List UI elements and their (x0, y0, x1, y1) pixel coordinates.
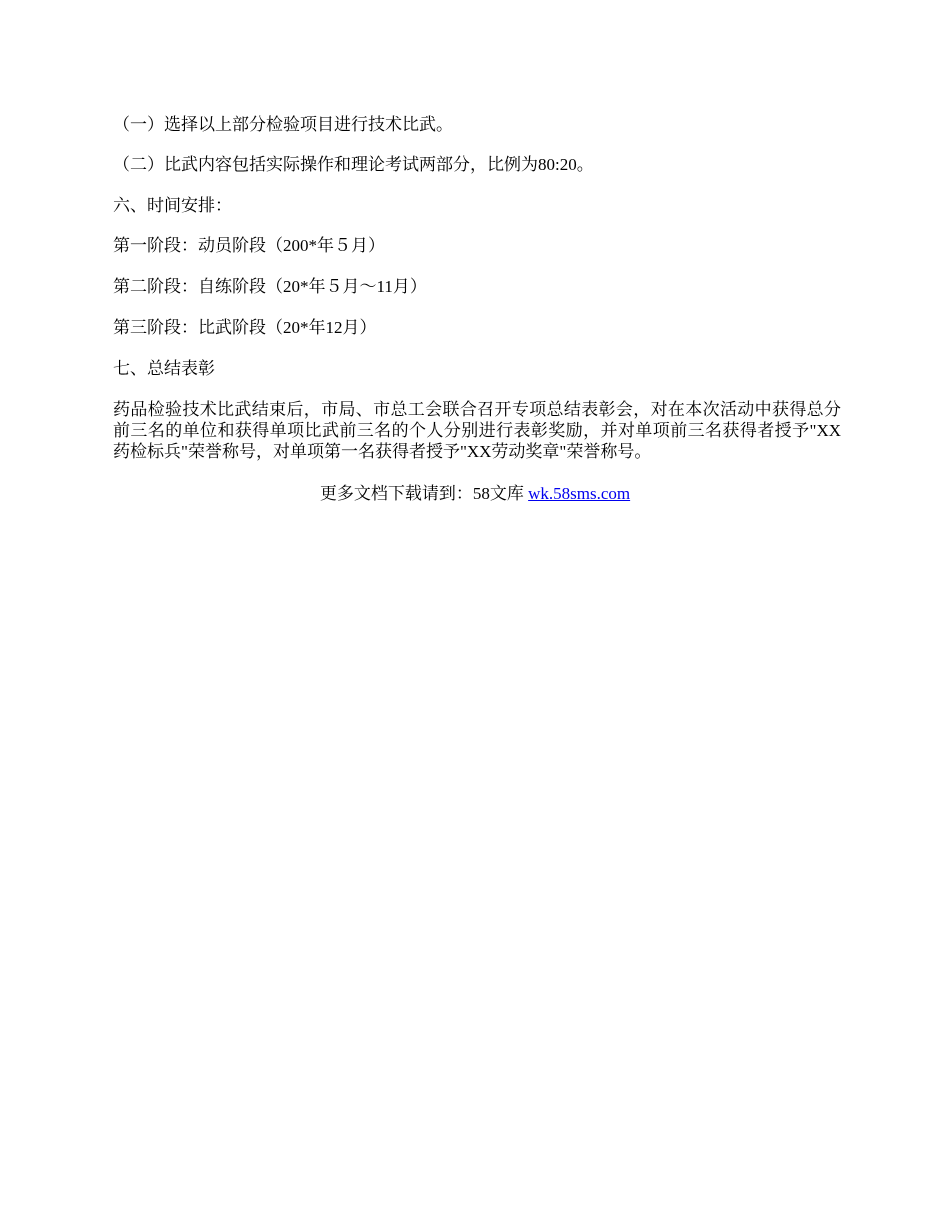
heading-summary: 七、总结表彰 (113, 359, 215, 378)
schedule-stage-1: 第一阶段：动员阶段（200*年５月） (113, 236, 385, 255)
schedule-stage-2: 第二阶段：自练阶段（20*年５月～11月） (113, 277, 427, 296)
footer (0, 484, 950, 504)
summary-paragraph: 药品检验技术比武结束后，市局、市总工会联合召开专项总结表彰会，对在本次活动中获得总分前三名的单位和获得单项比武前三名的个人分别进行表彰奖励，并对单项前三名获得者授予"XX药检标兵"荣誉称号，对单项第一名获得者授予"XX劳动奖章"荣誉称号。 (113, 400, 841, 461)
footer-text: 更多文档下载请到：58文库 (319, 484, 524, 503)
footer-link[interactable]: wk.58sms.com (528, 484, 631, 503)
heading-schedule: 六、时间安排： (113, 196, 232, 215)
schedule-stage-3: 第三阶段：比武阶段（20*年12月） (113, 318, 377, 337)
section-item-1: （一）选择以上部分检验项目进行技术比武。 (113, 115, 453, 134)
section-item-2: （二）比武内容包括实际操作和理论考试两部分，比例为80:20。 (113, 155, 594, 174)
